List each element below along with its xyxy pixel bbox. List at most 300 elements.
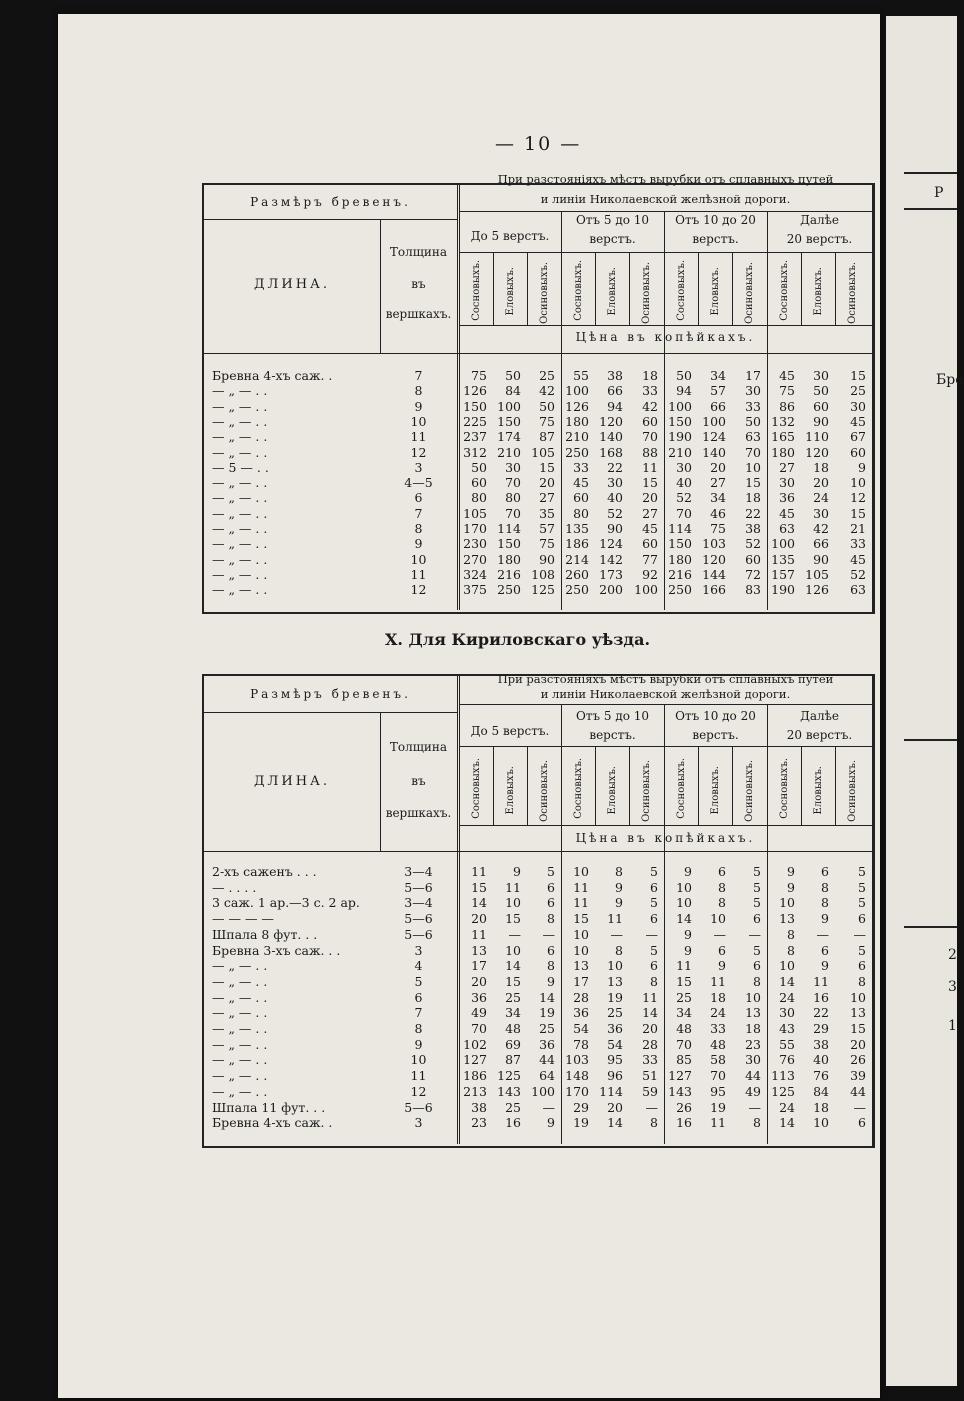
price-cell: 8 — [615, 942, 623, 958]
row-length-label: — „ — . . — [212, 582, 268, 598]
price-cell: 54 — [607, 1036, 623, 1052]
price-cell: 9 — [684, 864, 692, 879]
header-price: Цѣна въ копѣйкахъ. — [575, 330, 756, 344]
price-cell: 17 — [573, 973, 589, 989]
price-cell: 50 — [539, 398, 555, 414]
price-cell: 50 — [505, 368, 521, 383]
price-cell: 64 — [539, 1068, 555, 1084]
price-cell: 33 — [745, 398, 761, 414]
price-cell: 150 — [497, 413, 521, 429]
price-cell: — — [853, 926, 866, 942]
price-cell: 52 — [745, 536, 761, 552]
table-row — [204, 1115, 872, 1131]
price-cell: 9 — [787, 879, 795, 895]
price-cell: — — [748, 926, 761, 942]
price-cell: 20 — [813, 475, 829, 491]
price-cell: 144 — [702, 566, 726, 582]
price-cell: 5 — [650, 864, 658, 879]
wood-osina: Осиновыхъ. — [539, 262, 550, 324]
price-cell: 60 — [573, 490, 589, 506]
price-cell: 110 — [805, 429, 829, 445]
price-cell: — — [645, 1099, 658, 1115]
table-row — [204, 521, 872, 537]
price-cell: 17 — [471, 958, 487, 974]
price-cell: 170 — [463, 521, 487, 536]
wood-el: Еловыхъ. — [505, 766, 516, 815]
price-cell: 42 — [813, 521, 829, 536]
price-cell: 9 — [684, 926, 692, 942]
price-cell: 8 — [858, 973, 866, 989]
group-4b: 20 верстъ. — [786, 728, 853, 742]
price-cell: 38 — [607, 368, 623, 383]
price-cell: 48 — [505, 1021, 521, 1036]
price-cell: 14 — [779, 1115, 795, 1131]
price-cell: 200 — [599, 582, 623, 598]
group-4a: Далѣе — [800, 709, 839, 723]
wood-sosna: Сосновыхъ. — [471, 260, 482, 321]
row-thickness: 5—6 — [404, 1099, 433, 1115]
price-cell: 216 — [668, 566, 692, 582]
price-cell: 20 — [642, 1021, 658, 1036]
price-cell: 90 — [813, 551, 829, 567]
group-3a: Отъ 10 до 20 — [675, 709, 756, 723]
price-cell: 214 — [565, 551, 589, 567]
price-cell: 6 — [821, 864, 829, 879]
price-cell: 8 — [650, 1115, 658, 1131]
price-cell: 30 — [607, 475, 623, 491]
wood-osina: Осиновыхъ. — [847, 760, 858, 822]
price-cell: 173 — [599, 566, 623, 582]
price-cell: 35 — [539, 505, 555, 521]
wood-osina: Осиновыхъ. — [847, 262, 858, 324]
price-cell: 5 — [858, 895, 866, 911]
price-cell: 27 — [642, 505, 658, 521]
price-cell: 27 — [710, 475, 726, 491]
price-cell: 103 — [702, 536, 726, 552]
price-cell: 84 — [813, 1083, 829, 1099]
price-cell: 13 — [779, 911, 795, 927]
price-cell: 67 — [850, 429, 866, 445]
price-cell: 190 — [668, 429, 692, 445]
price-cell: 18 — [745, 490, 761, 506]
price-cell: 20 — [471, 973, 487, 989]
row-thickness: 7 — [414, 368, 423, 383]
price-cell: 10 — [779, 895, 795, 911]
price-cell: 75 — [779, 383, 795, 399]
price-cell: 6 — [650, 879, 658, 895]
price-cell: 23 — [471, 1115, 487, 1131]
price-cell: 186 — [565, 536, 589, 552]
price-cell: 140 — [599, 429, 623, 445]
price-cell: 59 — [642, 1083, 658, 1099]
price-cell: 126 — [463, 383, 487, 399]
price-cell: 11 — [471, 926, 487, 942]
price-cell: 45 — [642, 521, 658, 536]
price-cell: — — [542, 1099, 555, 1115]
price-cell: 24 — [813, 490, 829, 506]
price-cell: 80 — [471, 490, 487, 506]
row-thickness: 8 — [414, 1021, 423, 1036]
price-cell: 157 — [771, 566, 795, 582]
wood-sosna: Сосновыхъ. — [676, 758, 687, 819]
header-razmer: Размѣръ бревенъ. — [250, 195, 411, 209]
price-cell: 95 — [710, 1083, 726, 1099]
price-cell: 92 — [642, 566, 658, 582]
price-cell: 150 — [497, 536, 521, 552]
wood-osina: Осиновыхъ. — [641, 262, 652, 324]
row-length-label: 3 саж. 1 ар.—3 с. 2 ар. — [212, 895, 360, 911]
price-cell: 20 — [850, 1036, 866, 1052]
price-cell: 21 — [850, 521, 866, 536]
price-cell: 100 — [702, 413, 726, 429]
price-cell: 9 — [547, 973, 555, 989]
row-length-label: — „ — . . — [212, 490, 268, 506]
price-cell: 51 — [642, 1068, 658, 1084]
price-cell: 90 — [607, 521, 623, 536]
price-cell: 100 — [497, 398, 521, 414]
table-row — [204, 1037, 872, 1053]
price-cell: 11 — [642, 989, 658, 1005]
price-cell: 55 — [779, 1036, 795, 1052]
price-cell: 57 — [710, 383, 726, 399]
table-row — [204, 552, 872, 568]
price-cell: 13 — [471, 942, 487, 958]
price-cell: 375 — [463, 582, 487, 598]
price-cell: 90 — [539, 551, 555, 567]
price-cell: 143 — [668, 1083, 692, 1099]
price-cell: 124 — [599, 536, 623, 552]
price-cell: 75 — [471, 368, 487, 383]
price-cell: 27 — [539, 490, 555, 506]
price-cell: 38 — [471, 1099, 487, 1115]
price-cell: 230 — [463, 536, 487, 552]
wood-el: Еловыхъ. — [813, 766, 824, 815]
group-1: До 5 верстъ. — [470, 724, 550, 738]
row-thickness: 8 — [414, 521, 423, 536]
price-cell: — — [713, 926, 726, 942]
price-cell: 270 — [463, 551, 487, 567]
price-cell: 142 — [599, 551, 623, 567]
price-cell: 60 — [642, 536, 658, 552]
price-cell: 48 — [710, 1036, 726, 1052]
wood-osina: Осиновыхъ. — [744, 760, 755, 822]
table-row — [204, 911, 872, 927]
table-row — [204, 1100, 872, 1116]
price-cell: 70 — [710, 1068, 726, 1084]
row-thickness: 3 — [414, 1115, 423, 1131]
price-cell: 25 — [539, 368, 555, 383]
price-cell: 40 — [676, 475, 692, 491]
price-cell: 9 — [787, 864, 795, 879]
price-cell: 250 — [565, 444, 589, 460]
wood-sosna: Сосновыхъ. — [471, 758, 482, 819]
price-cell: 15 — [505, 973, 521, 989]
price-cell: 100 — [531, 1083, 555, 1099]
row-length-label: — „ — . . — [212, 1005, 268, 1021]
price-cell: 6 — [858, 958, 866, 974]
price-cell: 63 — [850, 582, 866, 598]
price-cell: 9 — [513, 864, 521, 879]
price-cell: 8 — [547, 911, 555, 927]
row-thickness: 3 — [414, 942, 423, 958]
row-length-label: — — — — — [212, 911, 274, 927]
price-cell: 6 — [718, 864, 726, 879]
row-length-label: — „ — . . — [212, 1021, 268, 1036]
price-cell: 80 — [573, 505, 589, 521]
price-cell: — — [610, 926, 623, 942]
price-cell: 143 — [497, 1083, 521, 1099]
price-cell: 60 — [850, 444, 866, 460]
table-row — [204, 445, 872, 461]
table-row — [204, 475, 872, 491]
price-cell: 16 — [813, 989, 829, 1005]
table-row — [204, 582, 872, 598]
table-row — [204, 880, 872, 896]
row-length-label: — „ — . . — [212, 536, 268, 552]
price-cell: 168 — [599, 444, 623, 460]
row-length-label: — „ — . . — [212, 1068, 268, 1084]
price-cell: 25 — [505, 989, 521, 1005]
price-cell: 180 — [668, 551, 692, 567]
price-cell: 94 — [607, 398, 623, 414]
table-row — [204, 383, 872, 399]
price-cell: 113 — [771, 1068, 795, 1084]
price-cell: 5 — [753, 942, 761, 958]
price-cell: 11 — [710, 1115, 726, 1131]
price-cell: 60 — [813, 398, 829, 414]
row-thickness: 6 — [414, 989, 423, 1005]
price-cell: 28 — [642, 1036, 658, 1052]
price-cell: 36 — [779, 490, 795, 506]
price-cell: 19 — [573, 1115, 589, 1131]
price-cell: 11 — [505, 879, 521, 895]
price-cell: 60 — [642, 413, 658, 429]
price-cell: 43 — [779, 1021, 795, 1036]
wood-sosna: Сосновыхъ. — [573, 260, 584, 321]
price-cell: 28 — [573, 989, 589, 1005]
price-cell: 52 — [850, 566, 866, 582]
row-length-label: — „ — . . — [212, 505, 268, 521]
price-cell: 16 — [676, 1115, 692, 1131]
price-cell: 70 — [745, 444, 761, 460]
row-thickness: 4—5 — [404, 475, 433, 491]
price-cell: 148 — [565, 1068, 589, 1084]
price-cell: 50 — [676, 368, 692, 383]
header-tolshchina-3: вершкахъ. — [385, 307, 452, 321]
price-cell: 15 — [471, 879, 487, 895]
price-cell: 29 — [573, 1099, 589, 1115]
price-cell: 108 — [531, 566, 555, 582]
price-cell: 70 — [505, 505, 521, 521]
section-title: X. Для Кириловскаго уѣзда. — [385, 630, 651, 649]
row-thickness: 6 — [414, 490, 423, 506]
price-cell: 216 — [497, 566, 521, 582]
price-cell: 6 — [753, 958, 761, 974]
price-cell: 48 — [676, 1021, 692, 1036]
price-cell: 33 — [850, 536, 866, 552]
price-cell: 126 — [805, 582, 829, 598]
price-cell: 40 — [607, 490, 623, 506]
price-cell: 38 — [813, 1036, 829, 1052]
price-cell: 70 — [676, 505, 692, 521]
price-cell: 5 — [858, 879, 866, 895]
fragment-1: Р — [934, 185, 944, 201]
price-cell: 6 — [547, 895, 555, 911]
price-cell: 190 — [771, 582, 795, 598]
wood-osina: Осиновыхъ. — [539, 760, 550, 822]
price-cell: 94 — [676, 383, 692, 399]
group-2b: верстъ. — [589, 232, 636, 246]
price-cell: 8 — [718, 895, 726, 911]
price-cell: 22 — [813, 1005, 829, 1021]
price-cell: 19 — [710, 1099, 726, 1115]
price-cell: 120 — [805, 444, 829, 460]
header-tolshchina-2: въ — [411, 277, 426, 291]
row-thickness: 3 — [414, 459, 423, 475]
row-length-label: Бревна 4-хъ саж. . — [212, 1115, 333, 1131]
header-tolshchina-3: вершкахъ. — [385, 806, 452, 820]
price-cell: 45 — [850, 551, 866, 567]
header-dlina: ДЛИНА. — [253, 277, 331, 292]
price-cell: 34 — [676, 1005, 692, 1021]
price-table-2 — [202, 674, 875, 1148]
table-row — [204, 1068, 872, 1084]
wood-osina: Осиновыхъ. — [744, 262, 755, 324]
price-cell: 174 — [497, 429, 521, 445]
price-cell: 114 — [599, 1083, 623, 1099]
table-row — [204, 990, 872, 1006]
price-cell: 30 — [813, 505, 829, 521]
price-cell: 100 — [565, 383, 589, 399]
table-row — [204, 567, 872, 583]
price-cell: 30 — [505, 459, 521, 475]
price-cell: 127 — [463, 1052, 487, 1068]
row-length-label: Шпала 8 фут. . . — [212, 926, 318, 942]
group-2b: верстъ. — [589, 728, 636, 742]
price-cell: 10 — [745, 989, 761, 1005]
price-cell: 9 — [615, 879, 623, 895]
price-cell: 42 — [539, 383, 555, 399]
price-cell: — — [816, 926, 829, 942]
price-cell: 96 — [607, 1068, 623, 1084]
price-cell: 180 — [771, 444, 795, 460]
row-thickness: 11 — [410, 1068, 427, 1084]
header-top-1: При разстояніяхъ мѣстъ вырубки отъ сплавныхъ путей — [497, 172, 834, 186]
price-cell: 237 — [463, 429, 487, 445]
table-row — [204, 1084, 872, 1100]
price-cell: 87 — [539, 429, 555, 445]
price-cell: 10 — [573, 864, 589, 879]
price-cell: 102 — [463, 1036, 487, 1052]
table-row — [204, 414, 872, 430]
price-cell: 5 — [753, 895, 761, 911]
wood-sosna: Сосновыхъ. — [779, 758, 790, 819]
price-cell: 19 — [607, 989, 623, 1005]
row-length-label: — „ — . . — [212, 973, 268, 989]
price-cell: 20 — [710, 459, 726, 475]
header-top-2: и линіи Николаевской желѣзной дороги. — [540, 687, 791, 701]
price-cell: 6 — [650, 958, 658, 974]
price-cell: 38 — [745, 521, 761, 536]
price-cell: 10 — [607, 958, 623, 974]
price-cell: 95 — [607, 1052, 623, 1068]
price-cell: 30 — [779, 475, 795, 491]
row-length-label: 2-хъ саженъ . . . — [212, 864, 317, 879]
table-row — [204, 490, 872, 506]
price-cell: 13 — [573, 958, 589, 974]
price-cell: 40 — [813, 1052, 829, 1068]
price-cell: 78 — [573, 1036, 589, 1052]
next-page-edge — [886, 16, 964, 1386]
price-cell: 25 — [505, 1099, 521, 1115]
price-cell: 8 — [650, 973, 658, 989]
price-cell: 170 — [565, 1083, 589, 1099]
price-cell: 114 — [668, 521, 692, 536]
price-cell: 90 — [813, 413, 829, 429]
price-cell: 20 — [607, 1099, 623, 1115]
price-cell: 10 — [676, 895, 692, 911]
row-length-label: — „ — . . — [212, 1083, 268, 1099]
price-cell: 23 — [745, 1036, 761, 1052]
price-cell: 5 — [858, 864, 866, 879]
price-cell: 76 — [813, 1068, 829, 1084]
price-cell: 5 — [547, 864, 555, 879]
wood-sosna: Сосновыхъ. — [779, 260, 790, 321]
price-cell: 10 — [573, 942, 589, 958]
wood-el: Еловыхъ. — [710, 267, 721, 316]
price-cell: 63 — [779, 521, 795, 536]
header-tolshchina-1: Толщина — [389, 245, 448, 259]
table-row — [204, 368, 872, 384]
price-cell: 15 — [745, 475, 761, 491]
page-number: — 10 — — [495, 133, 582, 155]
price-cell: 5 — [650, 942, 658, 958]
row-thickness: 9 — [414, 398, 423, 414]
price-cell: 36 — [607, 1021, 623, 1036]
price-cell: 6 — [821, 942, 829, 958]
price-cell: 11 — [573, 895, 589, 911]
price-cell: 10 — [505, 895, 521, 911]
wood-osina: Осиновыхъ. — [641, 760, 652, 822]
price-cell: 33 — [710, 1021, 726, 1036]
price-cell: 66 — [607, 383, 623, 399]
row-length-label: — „ — . . — [212, 444, 268, 460]
price-cell: 11 — [813, 973, 829, 989]
price-cell: 70 — [505, 475, 521, 491]
price-cell: 70 — [676, 1036, 692, 1052]
row-thickness: 9 — [414, 536, 423, 552]
price-cell: 18 — [813, 1099, 829, 1115]
price-cell: 34 — [710, 368, 726, 383]
price-cell: 14 — [539, 989, 555, 1005]
row-length-label: — „ — . . — [212, 429, 268, 445]
table-row — [204, 927, 872, 943]
price-cell: 30 — [813, 368, 829, 383]
price-cell: 132 — [771, 413, 795, 429]
price-cell: 18 — [642, 368, 658, 383]
group-3a: Отъ 10 до 20 — [675, 213, 756, 227]
table-row — [204, 429, 872, 445]
header-top-2: и линіи Николаевской желѣзной дороги. — [540, 192, 791, 206]
price-cell: 10 — [850, 475, 866, 491]
price-cell: 36 — [471, 989, 487, 1005]
price-cell: 15 — [850, 368, 866, 383]
price-cell: 34 — [710, 490, 726, 506]
row-length-label: — „ — . . — [212, 398, 268, 414]
price-cell: 14 — [607, 1115, 623, 1131]
price-cell: 12 — [850, 490, 866, 506]
fragment-3: 2 — [948, 947, 957, 963]
